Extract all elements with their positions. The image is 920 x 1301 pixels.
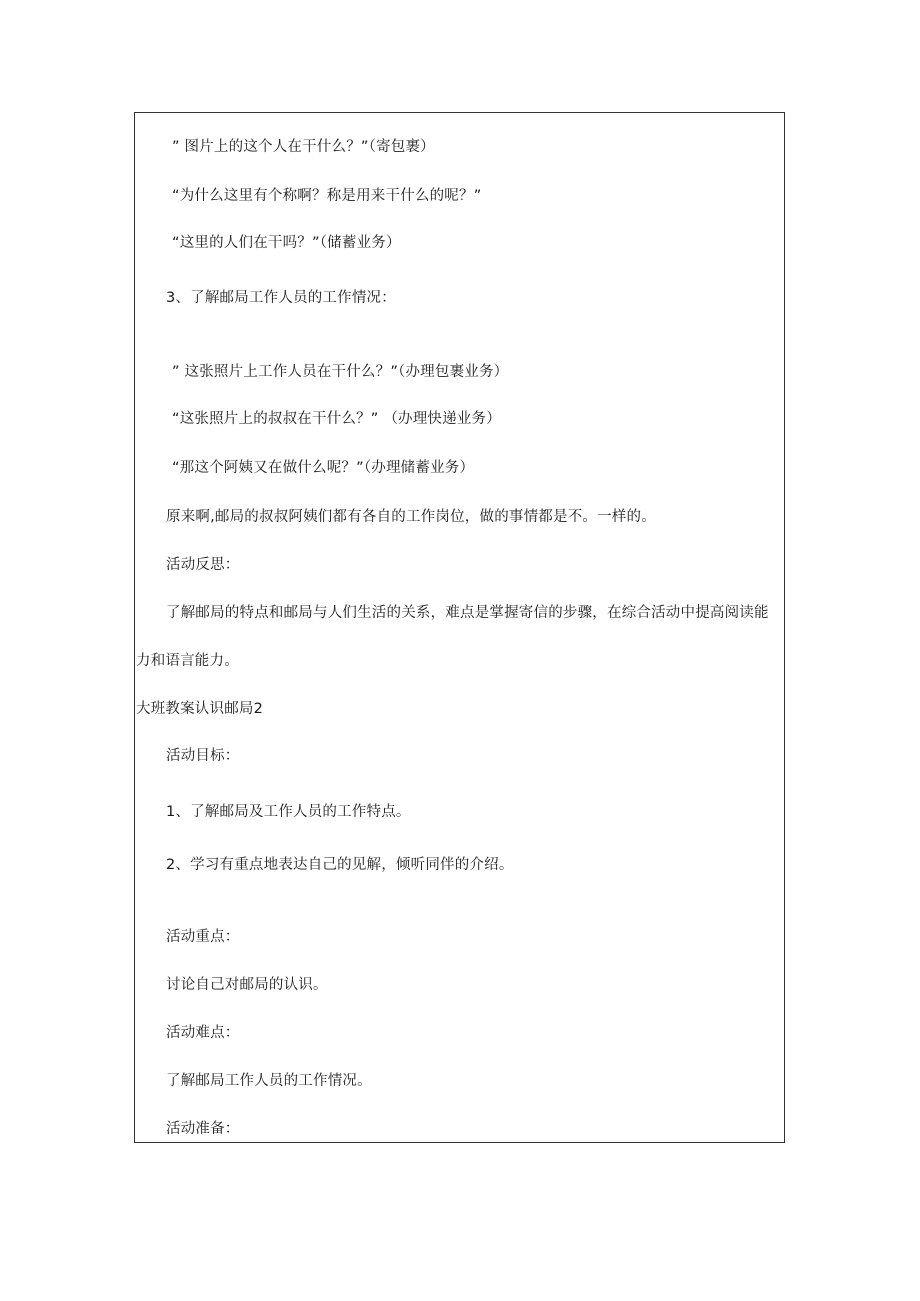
focus-text: 讨论自己对邮局的认识。 [166, 977, 328, 993]
dialogue-line-5: “这张照片上的叔叔在干什么？” （办理快递业务） [172, 411, 501, 427]
preparation-heading: 活动准备： [166, 1121, 240, 1137]
dialogue-line-4: ” 这张照片上工作人员在干什么？”（办理包裹业务） [172, 364, 509, 380]
goal-item-1: 1、了解邮局及工作人员的工作特点。 [166, 804, 411, 820]
dialogue-line-3: “这里的人们在干吗？”（储蓄业务） [172, 235, 401, 251]
difficulty-heading: 活动难点： [166, 1025, 240, 1041]
dialogue-line-6: “那这个阿姨又在做什么呢？”（办理储蓄业务） [172, 460, 475, 476]
dialogue-line-2: “为什么这里有个称啊？称是用来干什么的呢？” [172, 188, 482, 204]
goals-heading: 活动目标： [166, 748, 240, 764]
goal-item-2: 2、学习有重点地表达自己的见解，倾听同伴的介绍。 [166, 857, 514, 873]
step-3-heading: 3、了解邮局工作人员的工作情况： [166, 290, 396, 306]
reflection-heading: 活动反思： [166, 557, 240, 573]
dialogue-line-1: ” 图片上的这个人在干什么？”（寄包裹） [172, 139, 435, 155]
section-title: 大班教案认识邮局2 [136, 701, 264, 717]
focus-heading: 活动重点： [166, 929, 240, 945]
reflection-text-line-2: 力和语言能力。 [136, 653, 239, 669]
reflection-text-line-1: 了解邮局的特点和邮局与人们生活的关系，难点是掌握寄信的步骤，在综合活动中提高阅读能 [166, 605, 769, 621]
summary-paragraph: 原来啊,邮局的叔叔阿姨们都有各自的工作岗位，做的事情都是不。一样的。 [166, 509, 656, 525]
difficulty-text: 了解邮局工作人员的工作情况。 [166, 1073, 372, 1089]
